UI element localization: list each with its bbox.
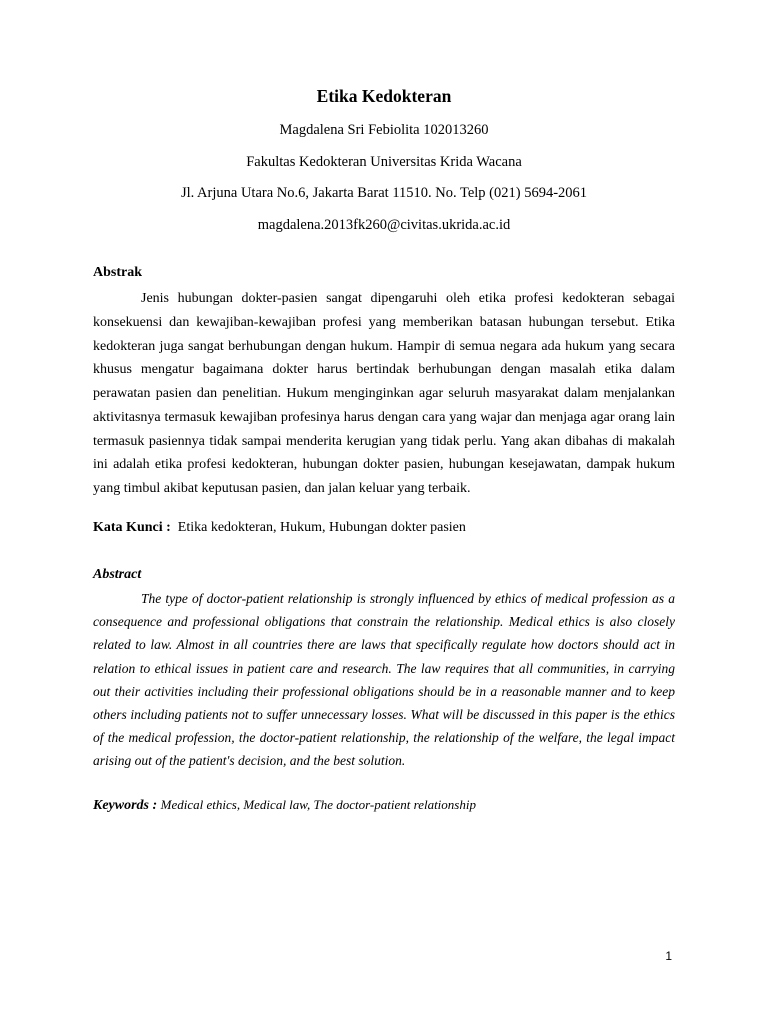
abstract-heading: Abstract	[93, 567, 142, 582]
kata-kunci-value: Etika kedokteran, Hukum, Hubungan dokter pasien	[177, 520, 466, 535]
abstract-text: The type of doctor-patient relationship is strongly influenced by ethics of medical profession as a consequence and professional obligations that constrain the relationship. Medical ethics is also closely related to law. Almost in all countries there are laws that specifically regulate how doctors should act in relation to ethical issues in patient care and research. The law requires that all communities, in carrying out their activities including their professional obligations should be in a reasonable manner and to keep others including patients not to suffer unnecessary losses. What will be discussed in this paper is the ethics of the medical profession, the doctor-patient relationship, the relationship of the welfare, the legal impact arising out of the patient's decision, and the best solution.	[93, 591, 675, 769]
abstrak-body	[93, 287, 675, 501]
email-line: magdalena.2013fk260@civitas.ukrida.ac.id	[257, 217, 511, 233]
address-line: Jl. Arjuna Utara No.6, Jakarta Barat 11510. No. Telp (021) 5694-2061	[180, 185, 588, 201]
abstrak-text: Jenis hubungan dokter-pasien sangat dipengaruhi oleh etika profesi kedokteran sebagai konsekuensi dan kewajiban-kewajiban profesi yang memberikan batasan hubungan tersebut. Etika kedokteran juga sangat berhubungan dengan hukum. Hampir di semua negara ada hukum yang secara khusus mengatur bagaimana dokter harus bertindak berhubungan dengan masalah etika dalam perawatan pasien dan penelitian. Hukum menginginkan agar seluruh masyarakat dalam menjalankan aktivitasnya termasuk kewajiban profesinya harus dengan cara yang wajar dan menjaga agar orang lain termasuk pasiennya tidak sampai menderita kerugian yang tidak perlu. Yang akan dibahas di makalah ini adalah etika profesi kedokteran, hubungan dokter pasien, hubungan kesejawatan, dampak hukum yang timbul akibat keputusan pasien, dan jalan keluar yang terbaik.	[93, 291, 675, 496]
abstract-body	[93, 587, 675, 773]
keywords-value: Medical ethics, Medical law, The doctor-patient relationship	[160, 797, 476, 812]
keywords-line	[93, 797, 693, 814]
affiliation-line: Fakultas Kedokteran Universitas Krida Wacana	[246, 154, 522, 170]
abstrak-heading: Abstrak	[93, 265, 143, 280]
author-line: Magdalena Sri Febiolita 102013260	[279, 122, 489, 138]
kata-kunci-label: Kata Kunci :	[93, 520, 171, 535]
page-number: 1	[665, 949, 672, 963]
paper-title: Etika Kedokteran	[316, 86, 452, 106]
kata-kunci-line	[93, 520, 693, 536]
keywords-label: Keywords :	[93, 798, 158, 813]
